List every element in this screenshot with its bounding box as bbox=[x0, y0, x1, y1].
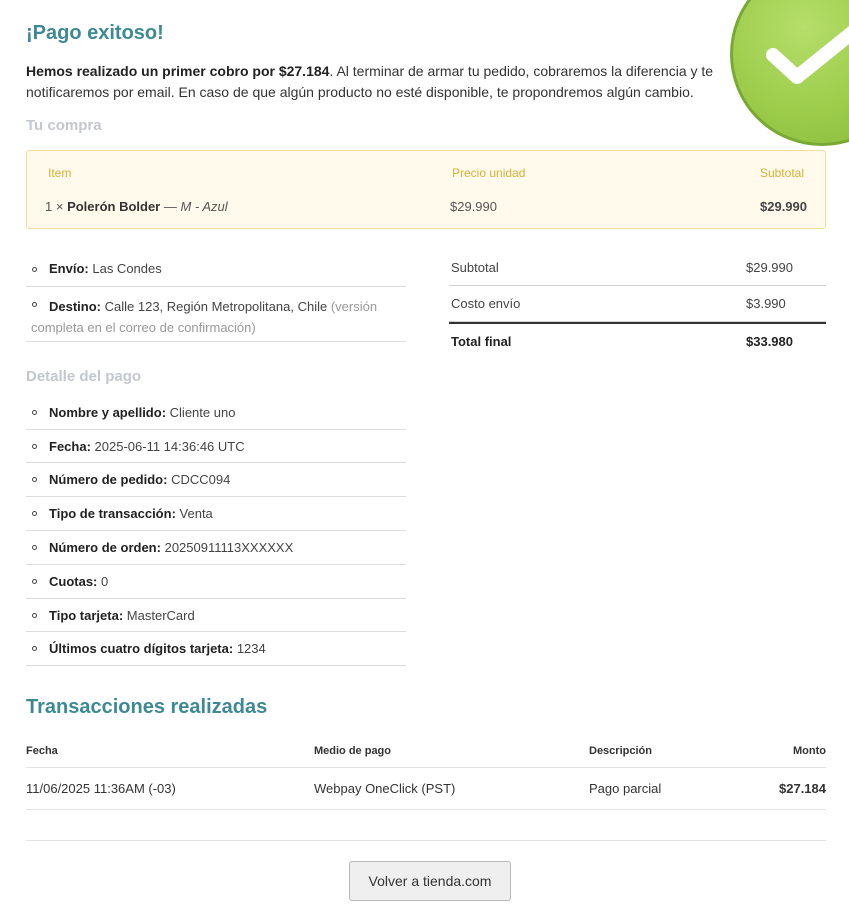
detail-label: Número de pedido: bbox=[49, 472, 168, 487]
totals-value: $3.990 bbox=[746, 296, 786, 311]
destino-label: Destino: bbox=[49, 299, 101, 314]
success-checkmark-icon bbox=[730, 0, 849, 146]
intro-rest: . Al terminar de armar tu pedido, cobraremos la diferencia y te notificaremos por email. En caso de que algún producto no esté disponible, te propondremos algún cambio. bbox=[26, 63, 714, 100]
tx-description: Pago parcial bbox=[589, 781, 662, 796]
column-header-unit-price: Precio unidad bbox=[452, 166, 526, 180]
envio-value: Las Condes bbox=[92, 261, 162, 276]
detail-label: Nombre y apellido: bbox=[49, 405, 167, 420]
totals-label: Costo envío bbox=[451, 296, 521, 311]
shipping-list bbox=[26, 252, 406, 342]
detail-value: CDCC094 bbox=[171, 472, 231, 487]
tx-column-description: Descripción bbox=[589, 745, 652, 757]
detail-label: Número de orden: bbox=[49, 540, 161, 555]
payment-detail-item bbox=[26, 632, 406, 666]
list-item-envio bbox=[26, 252, 406, 287]
detail-value: 20250911113XXXXXX bbox=[164, 540, 294, 555]
totals-value: $29.990 bbox=[746, 260, 793, 275]
totals-row bbox=[449, 286, 826, 322]
divider bbox=[26, 840, 826, 841]
divider bbox=[26, 809, 826, 810]
tx-amount: $27.184 bbox=[779, 781, 826, 796]
items-table bbox=[26, 150, 826, 229]
detail-label: Últimos cuatro dígitos tarjeta: bbox=[49, 641, 234, 656]
totals-label: Subtotal bbox=[451, 260, 499, 275]
list-item-destino bbox=[26, 287, 406, 342]
item-description bbox=[45, 199, 228, 214]
detail-value: 1234 bbox=[236, 641, 266, 656]
column-header-subtotal: Subtotal bbox=[759, 166, 804, 180]
payment-details-list bbox=[26, 396, 406, 666]
destino-note: (versión completa en el correo de confirmación) bbox=[31, 299, 378, 335]
detail-value: 2025-06-11 14:36:46 UTC bbox=[94, 439, 245, 454]
tx-column-date: Fecha bbox=[26, 745, 58, 757]
intro-text bbox=[26, 61, 716, 103]
payment-detail-item bbox=[26, 396, 406, 430]
totals-value: $33.980 bbox=[746, 334, 793, 349]
column-header-item: Item bbox=[48, 166, 72, 180]
payment-detail-item bbox=[26, 565, 406, 599]
detail-value: Venta bbox=[179, 506, 213, 521]
divider bbox=[26, 767, 826, 768]
payment-detail-item bbox=[26, 430, 406, 463]
envio-label: Envío: bbox=[49, 261, 89, 276]
detail-value: 0 bbox=[101, 574, 109, 589]
payment-detail-item bbox=[26, 497, 406, 531]
payment-detail-item bbox=[26, 463, 406, 497]
destino-value: Calle 123, Región Metropolitana, Chile bbox=[104, 299, 328, 314]
totals-row bbox=[449, 250, 826, 286]
item-name: Polerón Bolder bbox=[67, 199, 161, 214]
page-title: ¡Pago exitoso! bbox=[26, 22, 164, 44]
totals-row-final bbox=[449, 322, 826, 358]
totals-label: Total final bbox=[451, 334, 512, 349]
item-unit-price: $29.990 bbox=[450, 199, 497, 214]
detail-value: MasterCard bbox=[126, 608, 195, 623]
item-qty: 1 × bbox=[45, 199, 64, 214]
totals-table bbox=[449, 250, 826, 358]
tx-method: Webpay OneClick (PST) bbox=[314, 781, 456, 796]
back-to-store-button[interactable]: Volver a tienda.com bbox=[349, 861, 511, 901]
payment-detail-item bbox=[26, 531, 406, 565]
payment-detail-item bbox=[26, 599, 406, 632]
item-subtotal: $29.990 bbox=[760, 199, 807, 214]
detail-label: Cuotas: bbox=[49, 574, 98, 589]
detail-label: Tipo tarjeta: bbox=[49, 608, 124, 623]
transactions-title: Transacciones realizadas bbox=[26, 696, 268, 718]
section-title-purchase: Tu compra bbox=[26, 117, 102, 134]
tx-column-method: Medio de pago bbox=[314, 745, 391, 757]
intro-bold: Hemos realizado un primer cobro por $27.184 bbox=[26, 63, 330, 79]
detail-label: Fecha: bbox=[49, 439, 91, 454]
detail-value: Cliente uno bbox=[169, 405, 236, 420]
detail-label: Tipo de transacción: bbox=[49, 506, 176, 521]
item-variant: — M - Azul bbox=[163, 199, 228, 214]
tx-date: 11/06/2025 11:36AM (-03) bbox=[26, 781, 176, 796]
section-title-payment: Detalle del pago bbox=[26, 368, 142, 385]
tx-column-amount: Monto bbox=[793, 745, 826, 757]
